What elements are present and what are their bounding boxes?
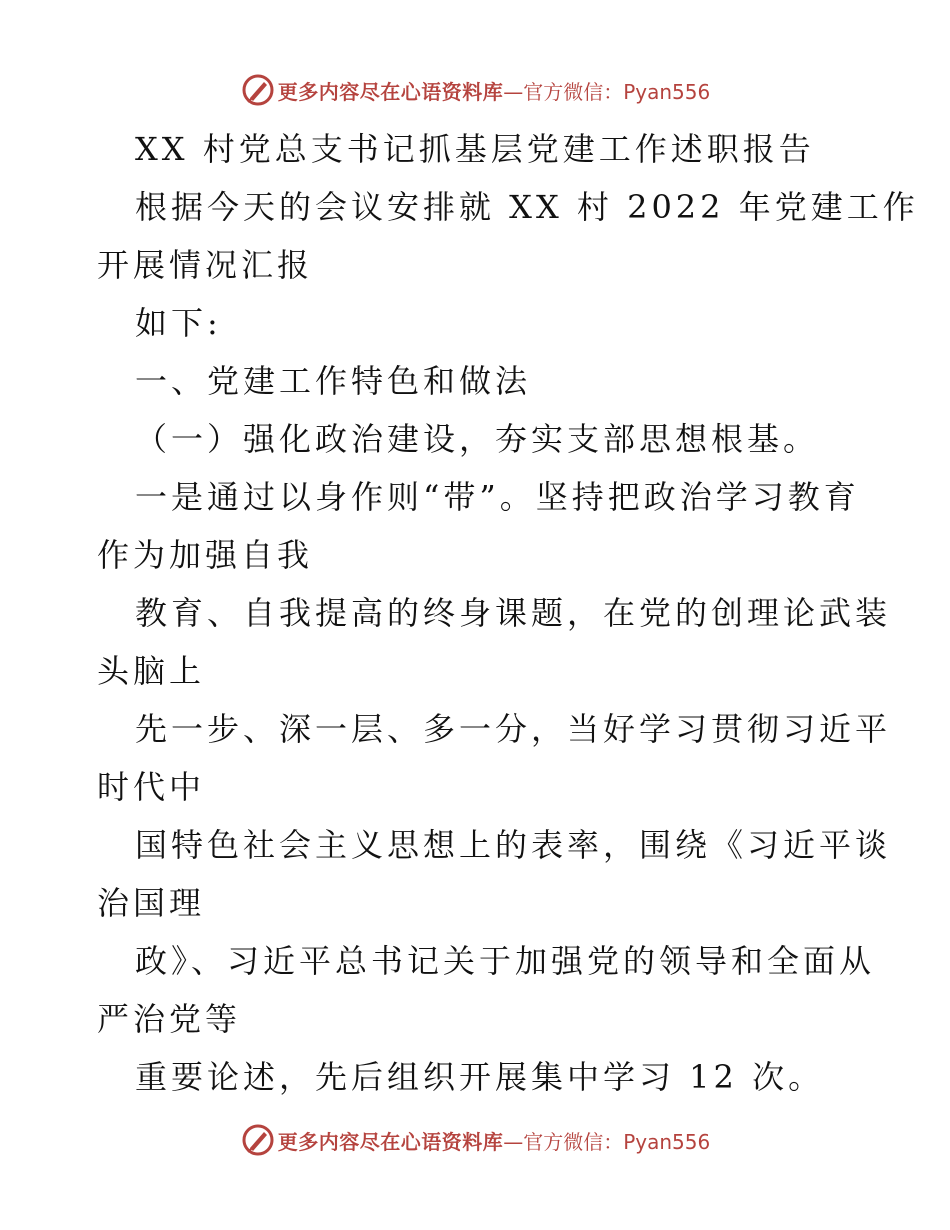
subsection-heading: （一）强化政治建设，夯实支部思想根基。 xyxy=(135,420,820,458)
paragraph-line: 国特色社会主义思想上的表率，围绕《习近平谈 xyxy=(135,826,892,864)
paragraph-line: 重要论述，先后组织开展集中学习 12 次。 xyxy=(135,1058,825,1096)
pen-logo-icon xyxy=(240,72,276,108)
section-heading: 一、党建工作特色和做法 xyxy=(135,362,532,400)
watermark-main-text: 更多内容尽在心语资料库 xyxy=(277,1129,504,1154)
paragraph-line: 时代中 xyxy=(97,768,206,806)
watermark-sub-text: —官方微信：Pyan556 xyxy=(503,79,711,104)
watermark-footer xyxy=(0,1120,950,1160)
paragraph-line: 头脑上 xyxy=(97,652,206,690)
paragraph-line: 如下: xyxy=(135,304,222,342)
paragraph-line: 先一步、深一层、多一分，当好学习贯彻习近平 xyxy=(135,710,892,748)
paragraph-line: 一是通过以身作则“带”。坚持把政治学习教育 xyxy=(135,478,860,516)
document-title: XX 村党总支书记抓基层党建工作述职报告 xyxy=(135,130,815,168)
pen-logo-icon xyxy=(240,1122,276,1158)
paragraph-line: 政》、习近平总书记关于加强党的领导和全面从 xyxy=(135,942,876,980)
paragraph-line: 开展情况汇报 xyxy=(97,246,314,284)
paragraph-line: 根据今天的会议安排就 XX 村 2022 年党建工作 xyxy=(135,188,919,226)
paragraph-line: 教育、自我提高的终身课题，在党的创理论武装 xyxy=(135,594,892,632)
watermark-header xyxy=(0,70,950,110)
watermark-sub-text: —官方微信：Pyan556 xyxy=(503,1129,711,1154)
paragraph-line: 作为加强自我 xyxy=(97,536,314,574)
watermark-main-text: 更多内容尽在心语资料库 xyxy=(277,79,504,104)
paragraph-line: 治国理 xyxy=(97,884,206,922)
paragraph-line: 严治党等 xyxy=(97,1000,242,1038)
document-body xyxy=(97,120,919,1106)
